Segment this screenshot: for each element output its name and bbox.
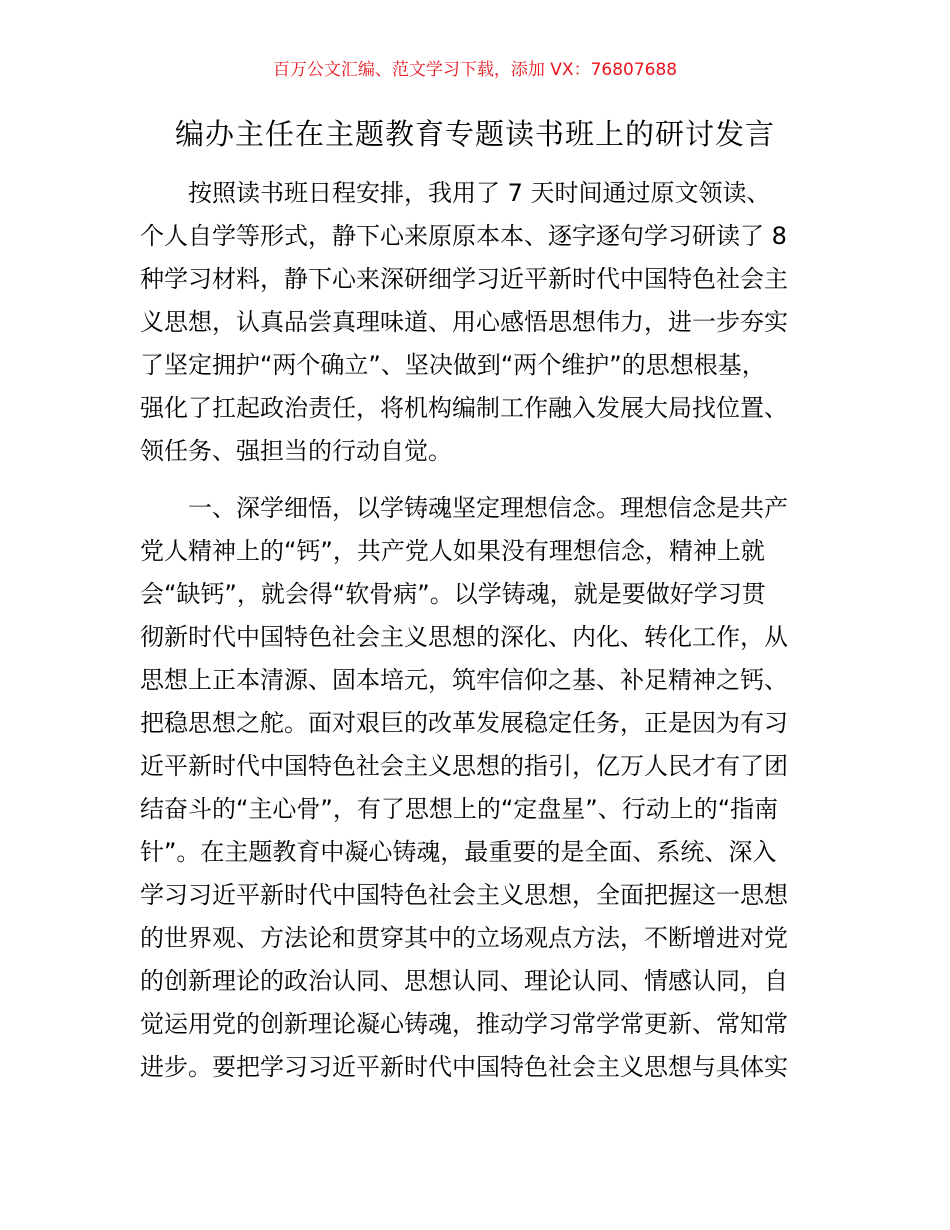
paragraph-line: 彻新时代中国特色社会主义思想的深化、内化、转化工作，从 bbox=[140, 623, 788, 651]
paragraph-2 bbox=[140, 487, 812, 1089]
document-body bbox=[140, 172, 812, 1089]
paragraph-line: 强化了扛起政治责任，将机构编制工作融入发展大局找位置、 bbox=[140, 394, 788, 422]
paragraph-line: 的世界观、方法论和贯穿其中的立场观点方法，不断增进对党 bbox=[140, 924, 788, 952]
paragraph-line: 会“缺钙”，就会得“软骨病”。以学铸魂，就是要做好学习贯 bbox=[140, 580, 766, 608]
paragraph-line: 一、深学细悟，以学铸魂坚定理想信念。理想信念是共产 bbox=[188, 494, 788, 522]
header-advert-note: 百万公文汇编、范文学习下载，添加 VX：76807688 bbox=[272, 60, 678, 80]
paragraph-line: 个人自学等形式，静下心来原原本本、逐字逐句学习研读了 8 bbox=[140, 222, 787, 250]
paragraph-line: 党人精神上的“钙”，共产党人如果没有理想信念，精神上就 bbox=[140, 537, 765, 565]
paragraph-line: 把稳思想之舵。面对艰巨的改革发展稳定任务，正是因为有习 bbox=[140, 709, 788, 737]
paragraph-1 bbox=[140, 172, 812, 473]
document-title: 编办主任在主题教育专题读书班上的研讨发言 bbox=[174, 117, 775, 151]
paragraph-line: 结奋斗的“主心骨”，有了思想上的“定盘星”、行动上的“指南 bbox=[140, 795, 779, 823]
paragraph-line: 领任务、强担当的行动自觉。 bbox=[140, 437, 452, 465]
paragraph-line: 思想上正本清源、固本培元，筑牢信仰之基、补足精神之钙、 bbox=[140, 666, 788, 694]
paragraph-line: 近平新时代中国特色社会主义思想的指引，亿万人民才有了团 bbox=[140, 752, 788, 780]
paragraph-line: 义思想，认真品尝真理味道、用心感悟思想伟力，进一步夯实 bbox=[140, 308, 788, 336]
paragraph-line: 了坚定拥护“两个确立”、坚决做到“两个维护”的思想根基， bbox=[140, 351, 766, 379]
paragraph-line: 针”。在主题教育中凝心铸魂，最重要的是全面、系统、深入 bbox=[140, 838, 777, 866]
paragraph-line: 按照读书班日程安排，我用了 7 天时间通过原文领读、 bbox=[188, 179, 771, 207]
paragraph-line: 种学习材料，静下心来深研细学习近平新时代中国特色社会主 bbox=[140, 265, 788, 293]
paragraph-line: 学习习近平新时代中国特色社会主义思想，全面把握这一思想 bbox=[140, 881, 788, 909]
paragraph-line: 进步。要把学习习近平新时代中国特色社会主义思想与具体实 bbox=[140, 1053, 788, 1081]
paragraph-line: 觉运用党的创新理论凝心铸魂，推动学习常学常更新、常知常 bbox=[140, 1010, 788, 1038]
paragraph-line: 的创新理论的政治认同、思想认同、理论认同、情感认同，自 bbox=[140, 967, 788, 995]
paragraph-spacer bbox=[140, 473, 812, 487]
